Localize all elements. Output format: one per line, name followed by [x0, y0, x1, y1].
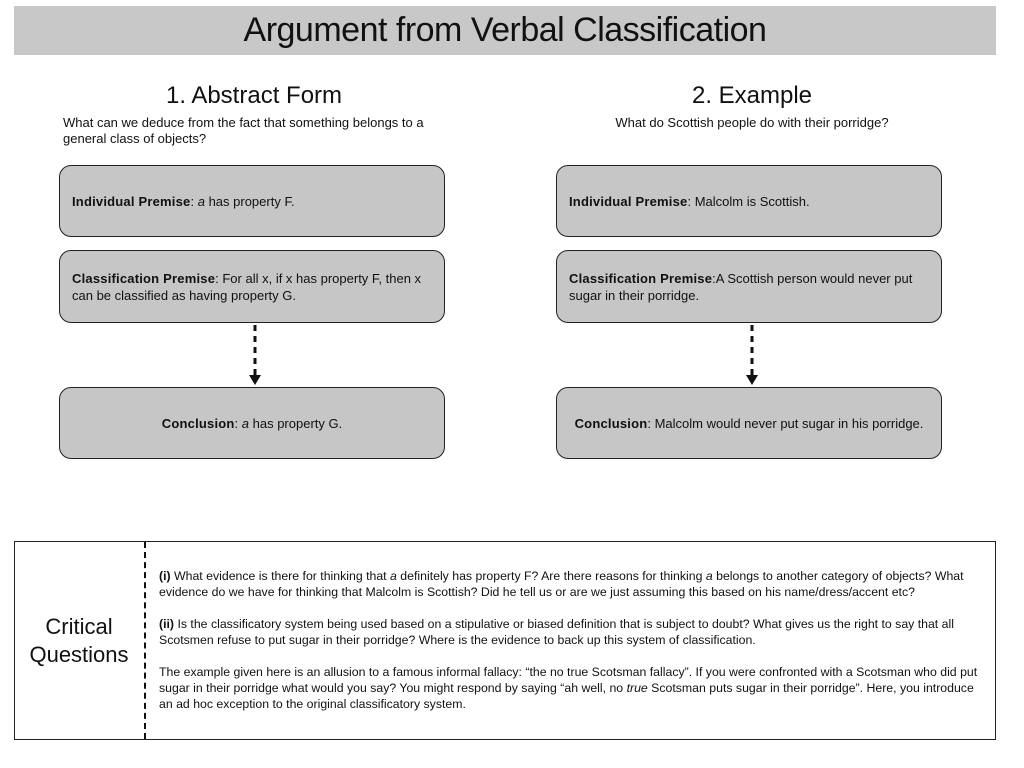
example-individual-premise-box — [556, 165, 942, 237]
critical-questions-label: Critical Questions — [29, 613, 129, 667]
abstract-classification-premise-box — [59, 250, 445, 323]
abstract-form-heading: 1. Abstract Form — [165, 82, 343, 109]
critical-questions-text — [159, 568, 989, 728]
abstract-conclusion-text: Conclusion: a has property G. — [161, 415, 343, 431]
example-conclusion-text: Conclusion: Malcolm would never put sugar in his porridge. — [574, 415, 924, 431]
critical-question-1: (i) What evidence is there for thinking that a definitely has property F? Are there reasons for thinking a belongs to another category of objects? What evidence do we have for thinking that Malcolm is Scottish? Did he tell us or are we just assuming this based on his name/dress/accent etc? — [159, 569, 964, 599]
abstract-individual-premise-text: Individual Premise: a has property F. — [72, 193, 295, 209]
example-arrow-icon — [744, 323, 760, 387]
dashed-divider — [144, 542, 146, 739]
example-individual-premise-text: Individual Premise: Malcolm is Scottish. — [569, 193, 810, 209]
example-heading: 2. Example — [691, 82, 813, 109]
abstract-arrow-icon — [247, 323, 263, 387]
abstract-form-question: What can we deduce from the fact that something belongs to a general class of objects? — [63, 115, 424, 146]
example-conclusion-box — [556, 387, 942, 459]
abstract-classification-premise-text: Classification Premise: For all x, if x has property F, then x can be classified as having property G. — [72, 270, 422, 303]
example-question: What do Scottish people do with their porridge? — [615, 115, 889, 130]
abstract-individual-premise-box — [59, 165, 445, 237]
example-classification-premise-box — [556, 250, 942, 323]
critical-questions-panel — [14, 541, 996, 740]
page-title: Argument from Verbal Classification — [243, 11, 767, 49]
critical-question-2: (ii) Is the classificatory system being used based on a stipulative or biased definition that is subject to doubt? What gives us the right to say that all Scotsmen refuse to put sugar in their porridge? Where is the evidence to back up this system of classification. — [159, 617, 954, 647]
fallacy-note: The example given here is an allusion to a famous informal fallacy: “the no true Scotsman fallacy”. If you were confronted with a Scotsman who did put sugar in their porridge what would you say? You might respond by saying “ah well, no true Scotsman puts sugar in their porridge”. Here, you introduce an ad hoc exception to the original classificatory system. — [159, 665, 978, 711]
abstract-conclusion-box — [59, 387, 445, 459]
example-classification-premise-text: Classification Premise:A Scottish person would never put sugar in their porridge. — [569, 270, 913, 303]
title-bar — [14, 6, 996, 55]
